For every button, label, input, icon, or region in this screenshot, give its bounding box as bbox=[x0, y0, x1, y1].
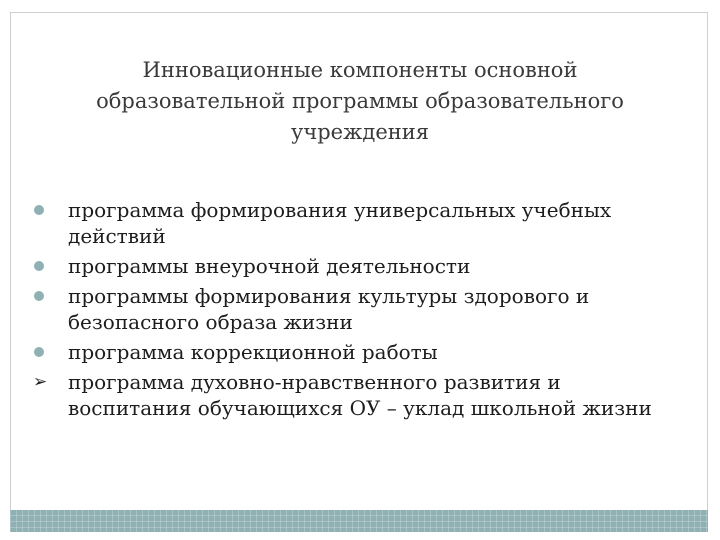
footer-band bbox=[10, 510, 708, 532]
title-line-3: учреждения bbox=[290, 120, 430, 144]
list-item bbox=[30, 339, 690, 365]
arrow-icon: ➢ bbox=[33, 372, 48, 392]
slide-title bbox=[40, 55, 680, 148]
dot-icon bbox=[34, 205, 44, 215]
list-item bbox=[30, 369, 690, 421]
list-item-text: программы формирования культуры здорового и безопасного образа жизни bbox=[68, 284, 590, 334]
list-item-text: программа духовно-нравственного развития и воспитания обучающихся ОУ – уклад школьной жизни bbox=[68, 370, 652, 420]
dot-icon bbox=[34, 261, 44, 271]
bullet-list bbox=[30, 197, 690, 425]
list-item bbox=[30, 253, 690, 279]
list-item bbox=[30, 197, 690, 249]
list-item-text: программа коррекционной работы bbox=[68, 340, 438, 364]
list-item-text: программы внеурочной деятельности bbox=[68, 254, 471, 278]
title-line-1: Инновационные компоненты основной bbox=[142, 58, 578, 82]
list-item bbox=[30, 283, 690, 335]
dot-icon bbox=[34, 291, 44, 301]
dot-icon bbox=[34, 347, 44, 357]
title-line-2: образовательной программы образовательного bbox=[96, 89, 624, 113]
list-item-text: программа формирования универсальных учебных действий bbox=[68, 198, 612, 248]
